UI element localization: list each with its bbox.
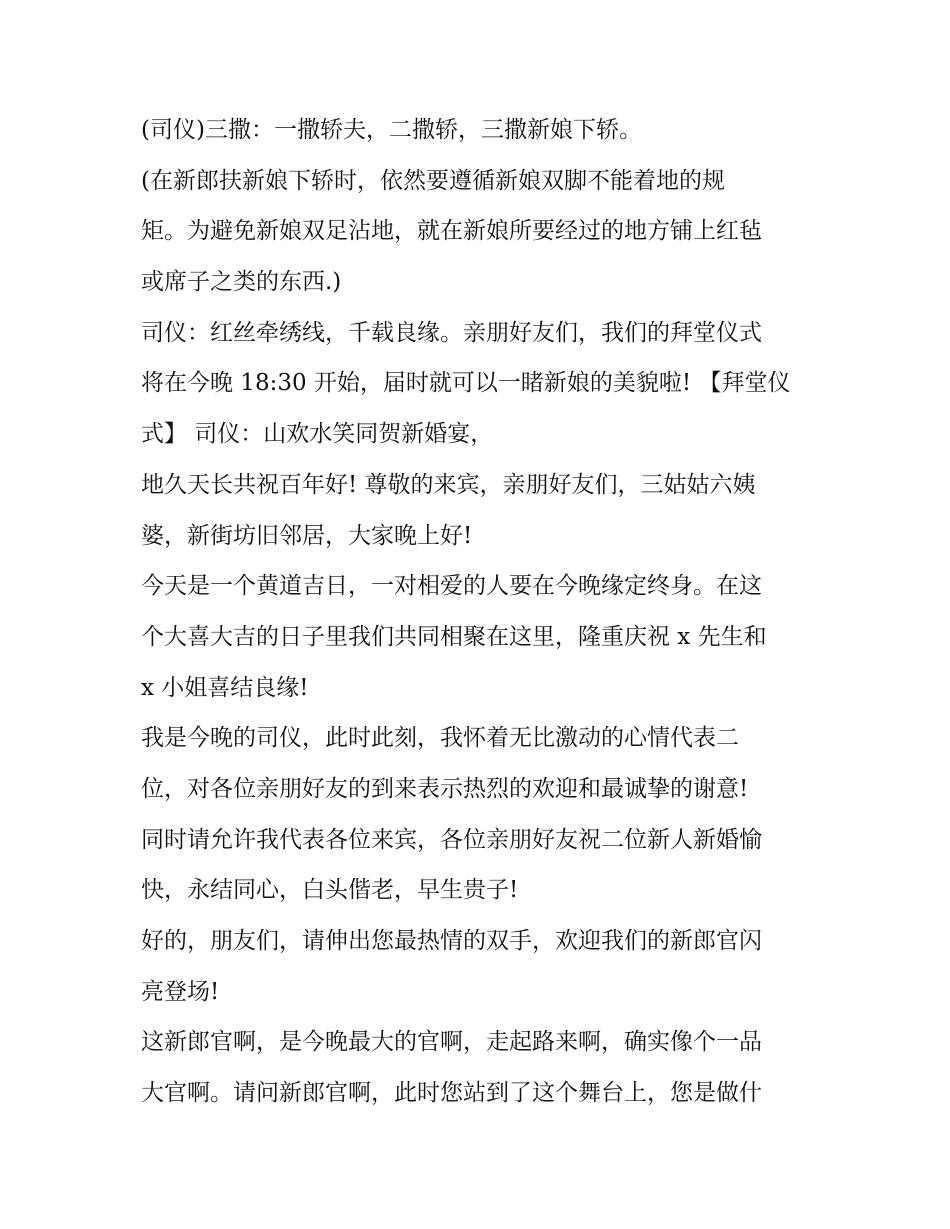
text-line: 亮登场! (141, 978, 220, 1005)
text-line: 个大喜大吉的日子里我们共同相聚在这里，隆重庆祝 x 先生和 (141, 623, 767, 650)
text-line: 今天是一个黄道吉日，一对相爱的人要在今晚缘定终身。在这 (141, 573, 762, 600)
text-line: x 小姐喜结良缘! (141, 674, 309, 701)
text-line: 位，对各位亲朋好友的到来表示热烈的欢迎和最诚挚的谢意! (141, 775, 749, 802)
text-line: 式】 司仪：山欢水笑同贺新婚宴， (141, 421, 494, 448)
text-line: 我是今晚的司仪，此时此刻，我怀着无比激动的心情代表二 (141, 725, 739, 752)
text-line: 快，永结同心，白头偕老，早生贵子! (141, 877, 519, 904)
text-line: 司仪：红丝牵绣线，千载良缘。亲朋好友们，我们的拜堂仪式 (141, 319, 762, 346)
text-line: (在新郎扶新娘下轿时，依然要遵循新娘双脚不能着地的规 (141, 167, 725, 194)
text-line: 同时请允许我代表各位来宾，各位亲朋好友祝二位新人新婚愉 (141, 826, 762, 853)
text-line: 婆，新街坊旧邻居，大家晚上好! (141, 522, 473, 549)
text-line: 矩。为避免新娘双足沾地，就在新娘所要经过的地方铺上红毡 (141, 218, 762, 245)
text-line: 这新郎官啊，是今晚最大的官啊，走起路来啊，确实像个一品 (141, 1029, 762, 1056)
text-line: (司仪)三撒：一撒轿夫，二撒轿，三撒新娘下轿。 (141, 117, 642, 143)
text-line: 大官啊。请问新郎官啊，此时您站到了这个舞台上，您是做什 (141, 1080, 762, 1107)
document-body (141, 111, 821, 1125)
text-line: 将在今晚 18:30 开始，届时就可以一睹新娘的美貌啦! 【拜堂仪 (141, 370, 791, 397)
text-line: 或席子之类的东西.) (141, 269, 342, 296)
text-line: 好的，朋友们，请伸出您最热情的双手，欢迎我们的新郎官闪 (141, 928, 762, 954)
text-line: 地久天长共祝百年好! 尊敬的来宾，亲朋好友们，三姑姑六姨 (141, 471, 756, 498)
